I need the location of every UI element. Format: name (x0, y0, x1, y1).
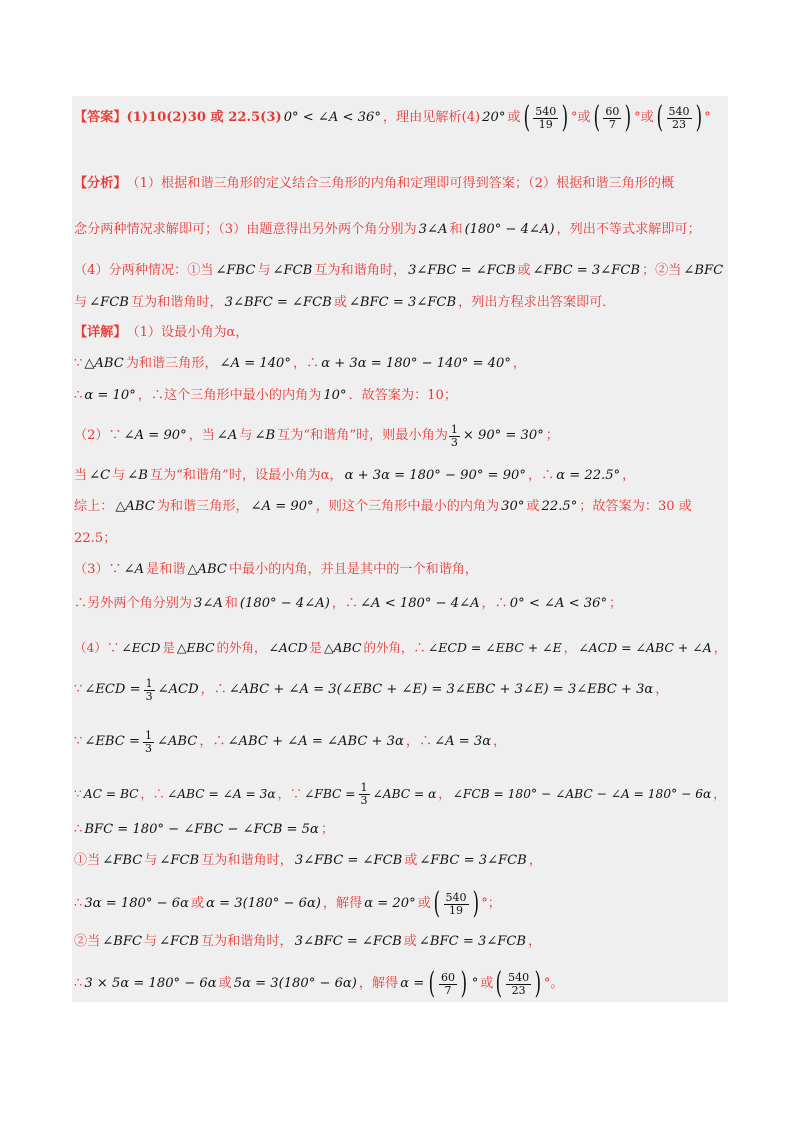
solution-text: 与 (74, 295, 88, 311)
fraction: ( $\frac{60}{7}$ ) (428, 966, 468, 1001)
solution-text: ，理由见解析(4) (382, 110, 481, 126)
solution-text: 或 (417, 896, 431, 912)
solution-text: 与 (143, 934, 158, 950)
solution-text: ，∴ (527, 468, 555, 484)
solution-line (74, 421, 728, 451)
math-expression: ∠A < 180° − 4∠A (360, 596, 480, 612)
math-expression: 3∠FBC = ∠FCB (408, 263, 516, 279)
solution-text: ，∵ (277, 786, 303, 801)
math-expression: ∠ECD = ∠EBC + ∠E (427, 639, 562, 655)
solution-text: ； (545, 428, 559, 444)
math-expression: α + 3α = 180° − 90° = 90° (344, 468, 526, 484)
solution-line (74, 169, 728, 199)
section-label: 【详解】 (74, 325, 127, 341)
math-expression: ∠FCB = 180° − ∠ABC − ∠A = 180° − 6α (452, 786, 712, 801)
solution-text: ∵ (74, 356, 83, 372)
solution-line (74, 633, 728, 663)
fraction: $\frac{1}{3}$ (360, 780, 368, 807)
solution-line (74, 555, 728, 585)
solution-line (74, 492, 728, 522)
solution-line (74, 524, 728, 554)
solution-line (74, 256, 728, 286)
solution-line (74, 215, 728, 245)
solution-text: ；故答案为：30 或 (579, 499, 692, 515)
math-expression: α + 3α = 180° − 140° = 40° (321, 356, 511, 372)
solution-line (74, 589, 728, 619)
solution-text: ， (713, 639, 727, 655)
section-label: 【分析】 (74, 176, 127, 192)
solution-text: 互为“和谐角”时，则最小角为 (277, 428, 448, 444)
math-expression: 0° < ∠A < 36° (509, 596, 608, 612)
math-expression: ∠A = 90° (123, 428, 187, 444)
solution-text: ，∴ (292, 356, 320, 372)
fraction: $\frac{1}{3}$ (144, 728, 152, 755)
solution-text: （1）设最小角为α， (126, 325, 249, 341)
solution-text: ， (713, 786, 726, 801)
math-expression: ∠FCB (159, 853, 200, 869)
solution-text: 或 (507, 110, 521, 126)
solution-text: ，∴ (331, 596, 359, 612)
solution-text: 或 (403, 934, 417, 950)
solution-text: °。 (543, 976, 564, 992)
solution-text: 是和谐 (146, 562, 186, 578)
fraction: $\frac{1}{3}$ (450, 422, 458, 449)
math-expression: ∠FBC (102, 853, 143, 869)
math-expression: 3∠BFC = ∠FCB (224, 295, 332, 311)
math-expression: ∠ACD = ∠ABC + ∠A (578, 639, 712, 655)
math-expression: ∠A = 90° (250, 499, 314, 515)
fraction: ( $\frac{540}{23}$ ) (496, 966, 542, 1001)
math-expression: ∠EBC = (84, 734, 140, 750)
math-expression: △ABC (323, 639, 362, 655)
solution-line (74, 966, 728, 1001)
solution-text: 的外角， (216, 639, 267, 655)
solution-line (74, 779, 728, 809)
solution-line (74, 100, 728, 135)
solution-text: ，∴ (199, 734, 226, 750)
math-expression: α = 20° (364, 896, 416, 912)
math-expression: 10° (323, 388, 347, 404)
solution-text: ，解得 (358, 976, 399, 992)
solution-text: 为和谐三角形， (156, 499, 249, 515)
solution-text: （3）∵ (74, 562, 122, 578)
solution-text: ， (493, 734, 507, 750)
solution-text: ， (622, 468, 636, 484)
math-expression: 20° (482, 110, 506, 126)
math-expression: 3∠A (418, 222, 448, 238)
solution-text: 是 (309, 639, 322, 655)
fraction: $\frac{1}{3}$ (145, 676, 153, 703)
math-expression: ∠FBC = 3∠FCB (419, 853, 527, 869)
solution-text: 与 (112, 468, 126, 484)
math-expression: ∠ABC + ∠A = 3(∠EBC + ∠E) = 3∠EBC + 3∠E) = 3∠EBC + 3α (228, 682, 654, 698)
solution-text: ；②当 (642, 263, 682, 279)
math-expression: ∠FCB (89, 295, 129, 311)
solution-text: ，当 (188, 428, 215, 444)
math-expression: ∠FBC = 3∠FCB (532, 263, 641, 279)
solution-text: （4）分两种情况：①当 (74, 263, 214, 279)
solution-text: ， (438, 786, 451, 801)
fraction: ( $\frac{540}{23}$ ) (656, 100, 702, 135)
solution-text: 互为和谐角时， (201, 853, 293, 869)
solution-text: 和 (449, 222, 463, 238)
math-expression: ° (471, 976, 479, 992)
math-expression: ∠BFC = 3∠FCB (348, 295, 457, 311)
math-expression: ∠ABC = ∠A = 3α (166, 786, 276, 801)
solution-text: 为和谐三角形， (125, 356, 218, 372)
solution-line (74, 461, 728, 491)
math-expression: ∠ACD (268, 639, 308, 655)
solution-line (74, 727, 728, 757)
math-expression: (180° − 4∠A) (239, 596, 330, 612)
solution-text: 和 (224, 596, 238, 612)
math-expression: 3∠FBC = ∠FCB (294, 853, 403, 869)
math-expression: ∠A = 140° (219, 356, 291, 372)
solution-text: 或 (577, 110, 591, 126)
solution-text: ∵ (74, 734, 83, 750)
solution-text: ° (704, 110, 711, 126)
math-expression: α = 3(180° − 6α) (206, 896, 321, 912)
solution-text: 的外角，∴ (363, 639, 426, 655)
fraction: ( $\frac{60}{7}$ ) (593, 100, 632, 135)
math-expression: ∠A (216, 428, 238, 444)
solution-text: ∴ (74, 976, 83, 992)
math-expression: △ABC (115, 499, 155, 515)
solution-text: ， (512, 356, 527, 372)
math-expression: ∠ACD (157, 682, 199, 698)
fraction: ( $\frac{540}{19}$ ) (433, 886, 479, 921)
solution-text: 或 (480, 976, 494, 992)
math-expression: ∠BFC (102, 934, 142, 950)
math-expression: α = 22.5° (556, 468, 621, 484)
math-expression: AC = BC (83, 786, 139, 801)
math-expression: ∠ECD = (84, 682, 141, 698)
math-expression: 0° < ∠A < 36° (283, 110, 381, 126)
solution-text: ，列出方程求出答案即可． (458, 295, 616, 311)
solution-text: ∴另外两个角分别为 (74, 596, 192, 612)
math-expression: α = 10° (84, 388, 136, 404)
solution-text: 或 (404, 853, 418, 869)
solution-text: ，∴ (405, 734, 433, 750)
solution-line (74, 886, 728, 921)
solution-line (74, 846, 728, 876)
solution-text: 互为和谐角时， (314, 263, 407, 279)
solution-text: 或 (333, 295, 347, 311)
solution-text: ，∴这个三角形中最小的内角为 (137, 388, 322, 404)
solution-text: 互为和谐角时， (200, 934, 293, 950)
solution-text: ，解得 (322, 896, 363, 912)
solution-line (74, 927, 728, 957)
math-expression: ∠BFC = 3∠FCB (418, 934, 527, 950)
solution-content (72, 96, 728, 1002)
solution-text: ° (634, 110, 641, 126)
solution-line (74, 815, 728, 845)
solution-text: 或 (640, 110, 654, 126)
solution-text: 念分两种情况求解即可；（3）由题意得出另外两个角分别为 (74, 222, 417, 238)
section-label: (1)10(2)30 或 22.5(3) (126, 110, 282, 126)
solution-text: ° (570, 110, 578, 126)
solution-text: 或 (517, 263, 531, 279)
solution-text: （2）∵ (74, 428, 122, 444)
solution-text: ， (655, 682, 669, 698)
solution-text: 互为“和谐角”时，设最小角为α， (149, 468, 343, 484)
solution-text: ∴ (74, 896, 83, 912)
math-expression: △ABC (187, 562, 227, 578)
math-expression: ∠A = 3α (434, 734, 492, 750)
math-expression: 3α = 180° − 6α (84, 896, 189, 912)
solution-text: 或 (218, 976, 232, 992)
solution-text: ， (528, 853, 542, 869)
math-expression: ∠FBC (215, 263, 256, 279)
math-expression: ∠B (254, 428, 276, 444)
math-expression: ∠ABC = α (372, 786, 437, 801)
math-expression: ∠C (89, 468, 111, 484)
math-expression: BFC = 180° − ∠FBC − ∠FCB = 5α (84, 822, 319, 838)
solution-line (74, 675, 728, 705)
solution-line (74, 288, 728, 318)
math-expression: 30° (501, 499, 525, 515)
solution-line (74, 318, 728, 348)
fraction: ( $\frac{540}{19}$ ) (523, 100, 569, 135)
solution-text: 综上： (74, 499, 114, 515)
solution-text: 中最小的内角，并且是其中的一个和谐角， (228, 562, 479, 578)
solution-line (74, 381, 728, 411)
solution-text: 与 (257, 263, 271, 279)
math-expression: ∠ABC + ∠A = ∠ABC + 3α (227, 734, 404, 750)
math-expression: ∠BFC (683, 263, 724, 279)
math-expression: ∠ECD (121, 639, 161, 655)
solution-text: 与 (239, 428, 253, 444)
solution-text: （1）根据和谐三角形的定义结合三角形的内角和定理即可得到答案；（2）根据和谐三角形的概 (126, 176, 675, 192)
solution-text: ．故答案为：10； (348, 388, 458, 404)
solution-text: ， (528, 934, 542, 950)
math-expression: 3 × 5α = 180° − 6α (84, 976, 217, 992)
solution-line (74, 349, 728, 379)
math-expression: α = (400, 976, 425, 992)
math-expression: ∠A (123, 562, 145, 578)
math-expression: ∠FCB (272, 263, 313, 279)
solution-text: ，则这个三角形中最小的内角为 (315, 499, 500, 515)
math-expression: 5α = 3(180° − 6α) (233, 976, 357, 992)
solution-text: ，列出不等式求解即可； (556, 222, 701, 238)
math-expression: ∠ABC (156, 734, 198, 750)
section-label: 【答案】 (74, 110, 127, 126)
math-expression: ∠B (127, 468, 148, 484)
solution-text: ； (609, 596, 623, 612)
math-expression: 22.5° (541, 499, 578, 515)
solution-text: ，∴ (481, 596, 508, 612)
solution-text: ②当 (74, 934, 101, 950)
solution-text: ①当 (74, 853, 101, 869)
solution-text: ， (563, 639, 577, 655)
solution-text: ∵ (74, 786, 82, 801)
solution-text: ，∴ (140, 786, 165, 801)
solution-text: 或 (190, 896, 205, 912)
solution-text: 22.5； (74, 531, 117, 547)
solution-text: ； (320, 822, 335, 838)
math-expression: △ABC (84, 356, 124, 372)
math-expression: ∠FCB (159, 934, 199, 950)
math-expression: 3∠A (194, 596, 223, 612)
solution-text: 互为和谐角时， (130, 295, 223, 311)
solution-text: （4）∵ (74, 639, 120, 655)
solution-text: ，∴ (200, 682, 227, 698)
solution-text: 当 (74, 468, 88, 484)
solution-text: ∴ (74, 822, 83, 838)
solution-text: 或 (526, 499, 540, 515)
math-expression: 3∠BFC = ∠FCB (294, 934, 402, 950)
math-expression: ∠FBC = (304, 786, 356, 801)
solution-text: 与 (144, 853, 158, 869)
math-expression: × 90° = 30° (462, 428, 544, 444)
math-expression: (180° − 4∠A) (464, 222, 555, 238)
solution-text: °； (481, 896, 501, 912)
math-expression: △EBC (176, 639, 215, 655)
solution-text: 是 (162, 639, 175, 655)
solution-text: ∴ (74, 388, 83, 404)
solution-text: ∵ (74, 682, 83, 698)
